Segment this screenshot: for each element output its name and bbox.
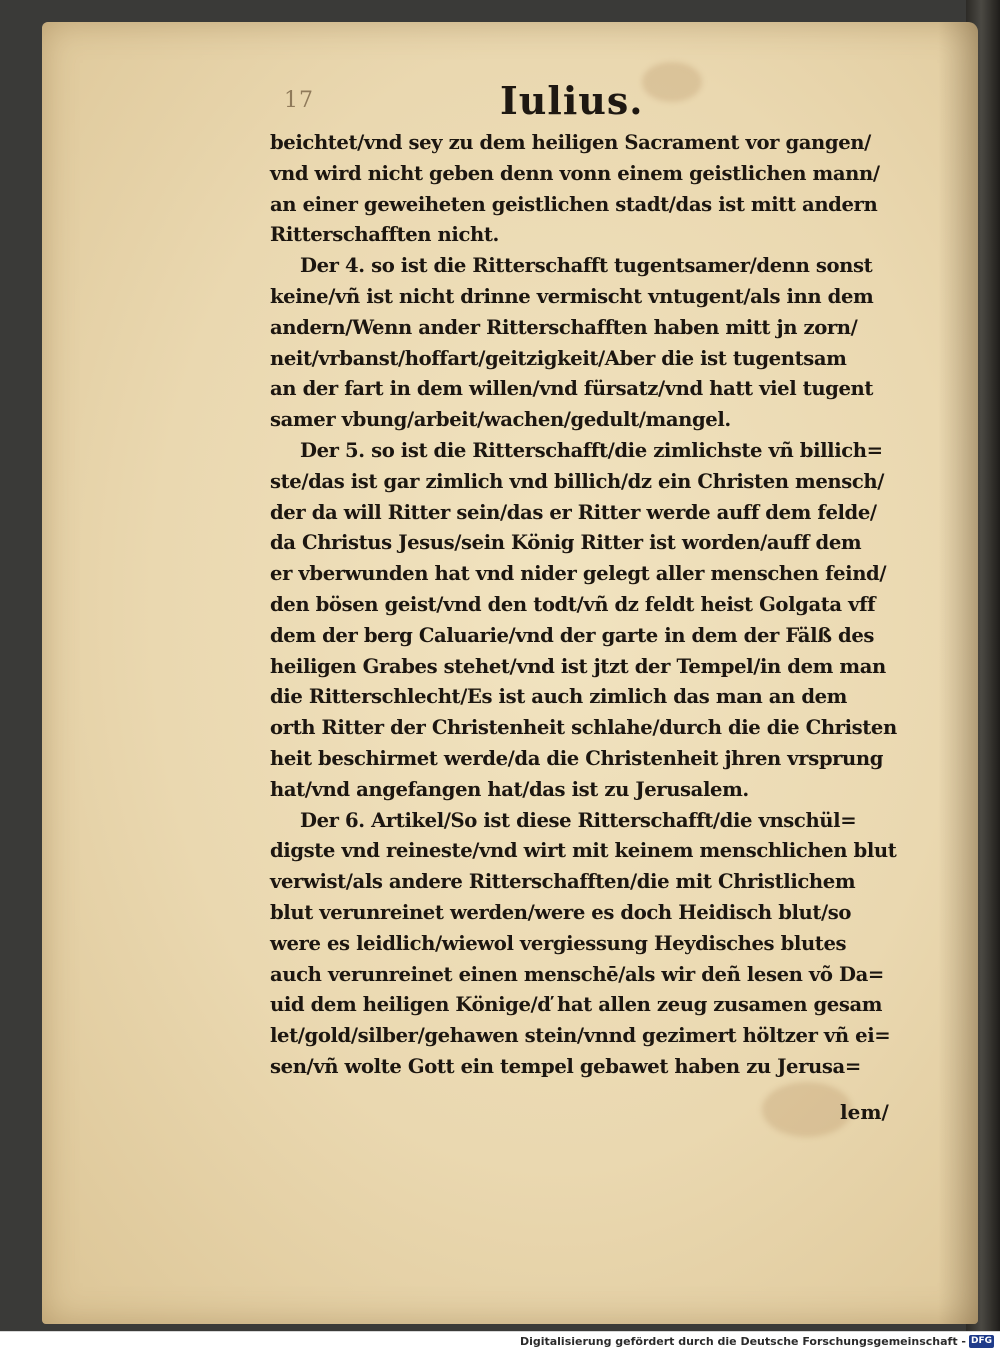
- foxing-stain: [762, 1082, 852, 1137]
- text-line: Der 5. so ist die Ritterschafft/die zimlichste vñ billich=: [300, 438, 883, 462]
- text-line: vnd wird nicht geben denn vonn einem geistlichen mann/: [270, 161, 880, 185]
- text-line: an der fart in dem willen/vnd fürsatz/vnd hatt viel tugent: [270, 377, 874, 401]
- text-line: andern/Wenn ander Ritterschafften haben mitt jn zorn/: [270, 315, 858, 339]
- text-line: Ritterschafften nicht.: [270, 223, 499, 247]
- text-line: auch verunreinet einen menschē/als wir deñ lesen võ Da=: [270, 962, 884, 986]
- text-line: digste vnd reineste/vnd wirt mit keinem menschlichen blut: [270, 839, 897, 863]
- funding-credit: Digitalisierung gefördert durch die Deutsche Forschungsgemeinschaft -: [519, 1335, 966, 1348]
- text-line: die Ritterschlecht/Es ist auch zimlich das man an dem: [270, 685, 848, 709]
- text-line: were es leidlich/wiewol vergiessung Heydisches blutes: [270, 931, 847, 955]
- text-line: hat/vnd angefangen hat/das ist zu Jerusalem.: [270, 777, 749, 801]
- text-line: der da will Ritter sein/das er Ritter werde auff dem felde/: [270, 500, 877, 524]
- text-line: let/gold/silber/gehawen stein/vnnd gezimert höltzer vñ ei=: [270, 1024, 891, 1048]
- foxing-stain: [642, 62, 702, 102]
- text-line: neit/vrbanst/hoffart/geitzigkeit/Aber die ist tugentsam: [270, 346, 847, 370]
- text-line: er vberwunden hat vnd nider gelegt aller menschen feind/: [270, 562, 887, 586]
- text-line: beichtet/vnd sey zu dem heiligen Sacrament vor gangen/: [270, 131, 871, 154]
- text-line: blut verunreinet werden/were es doch Heidisch blut/so: [270, 900, 852, 924]
- text-line: sen/vñ wolte Gott ein tempel gebawet haben zu Jerusa=: [270, 1054, 861, 1078]
- page-fold-shadow: [938, 22, 978, 1324]
- text-line: heit beschirmet werde/da die Christenheit jhren vrsprung: [270, 746, 884, 770]
- running-head: Iulius.: [500, 78, 644, 123]
- text-line: Der 6. Artikel/So ist diese Ritterschafft/die vnschül=: [300, 808, 857, 832]
- folio-number: 17: [284, 88, 314, 113]
- text-line: orth Ritter der Christenheit schlahe/durch die die Christen: [270, 716, 897, 740]
- text-line: uid dem heiligen Könige/ď hat allen zeug zusamen gesam: [270, 993, 883, 1017]
- text-line: dem der berg Caluarie/vnd der garte in dem der Fälß des: [270, 623, 875, 647]
- text-line: den bösen geist/vnd den todt/vñ dz feldt heist Golgata vff: [270, 592, 876, 616]
- text-line: an einer geweiheten geistlichen stadt/das ist mitt andern: [270, 192, 878, 216]
- dfg-logo: DFG: [970, 1336, 992, 1346]
- text-line: ste/das ist gar zimlich vnd billich/dz ein Christen mensch/: [270, 469, 885, 493]
- text-line: Der 4. so ist die Ritterschafft tugentsamer/denn sonst: [300, 254, 873, 278]
- text-line: samer vbung/arbeit/wachen/gedult/mangel.: [270, 408, 731, 432]
- text-line: da Christus Jesus/sein König Ritter ist worden/auff dem: [270, 531, 862, 555]
- catchword: lem/: [840, 1100, 889, 1124]
- body-text: [270, 128, 930, 1083]
- footer-bar: [0, 1331, 1000, 1352]
- text-line: keine/vñ ist nicht drinne vermischt vntugent/als inn dem: [270, 284, 874, 308]
- text-line: heiligen Grabes stehet/vnd ist jtzt der Tempel/in dem man: [270, 654, 886, 678]
- text-line: verwist/als andere Ritterschafften/die mit Christlichem: [270, 870, 856, 894]
